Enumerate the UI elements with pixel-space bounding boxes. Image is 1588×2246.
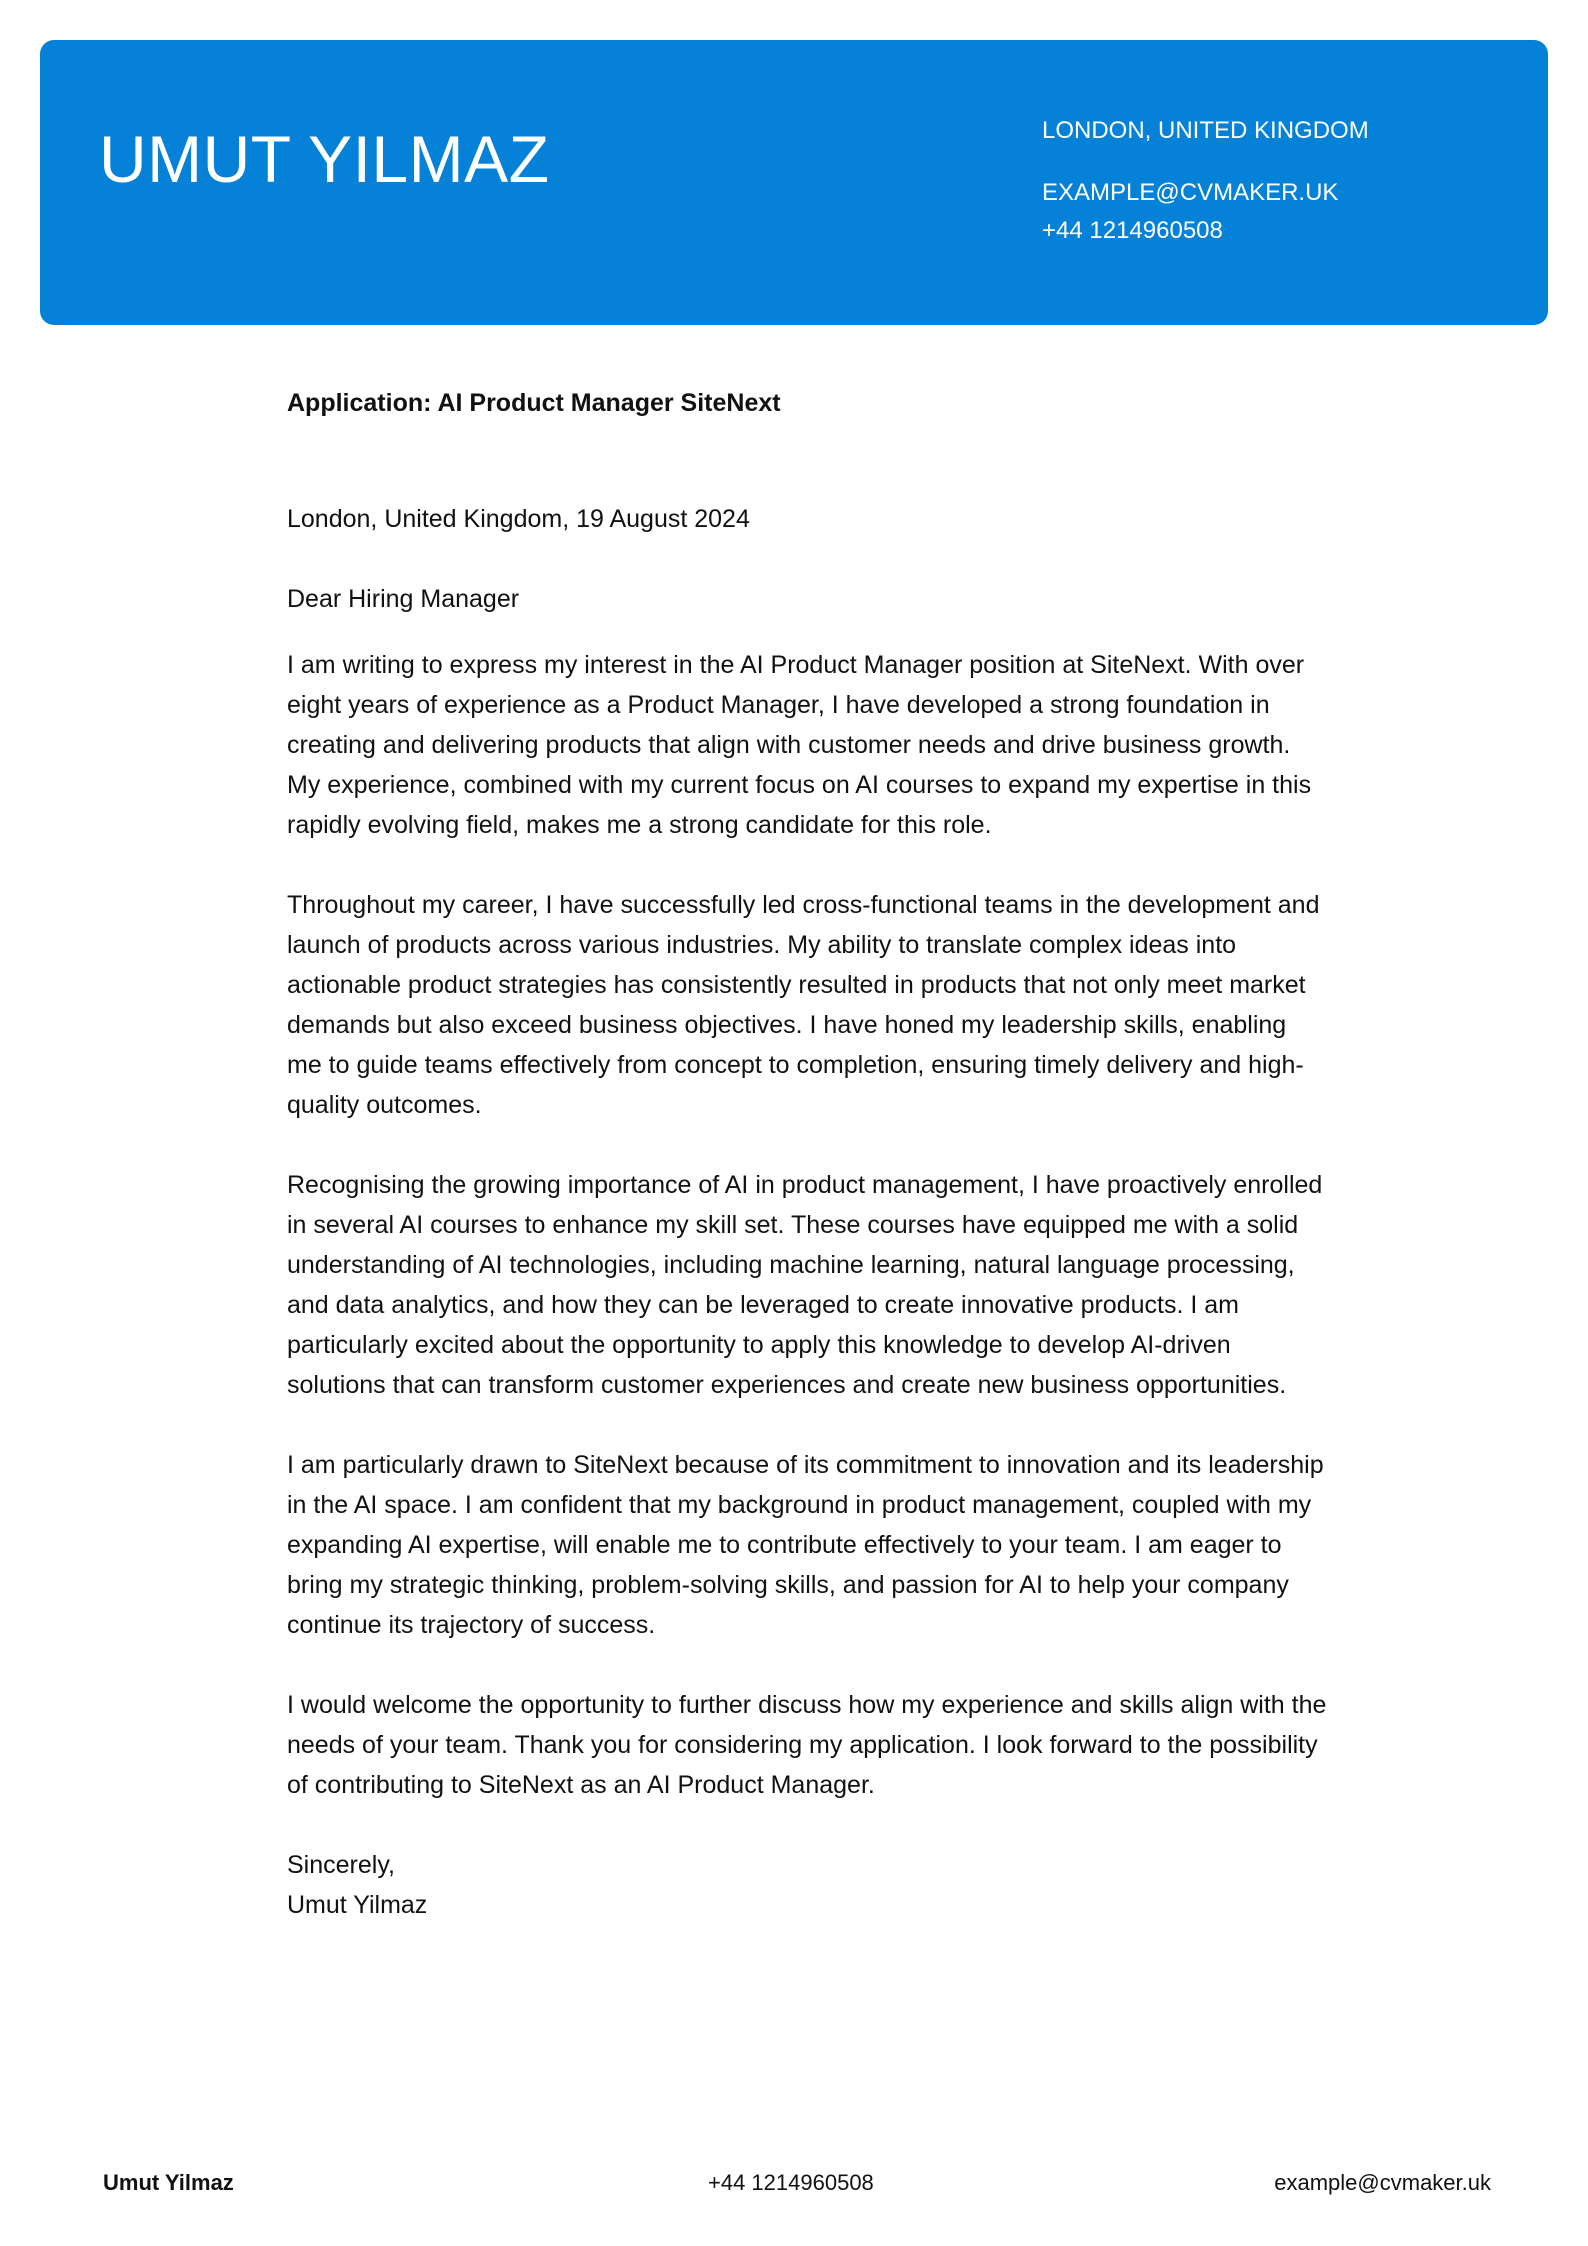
header-email[interactable]: EXAMPLE@CVMAKER.UK xyxy=(1042,179,1339,206)
header-banner xyxy=(40,40,1548,325)
letter-paragraph: I would welcome the opportunity to further discuss how my experience and skills align with the needs of your team. Thank you for considering my application. I look forward to the possibility of contributing to SiteNext as an AI Product Manager. xyxy=(287,1691,1327,1799)
letter-signature: Umut Yilmaz xyxy=(287,1891,428,1919)
letter-paragraph: I am particularly drawn to SiteNext because of its commitment to innovation and its leadership in the AI space. I am confident that my background in product management, coupled with my expanding AI expertise, will enable me to contribute effectively to your team. I am eager to bring my strategic thinking, problem-solving skills, and passion for AI to help your company continue its trajectory of success. xyxy=(287,1451,1324,1639)
footer-email[interactable]: example@cvmaker.uk xyxy=(1274,2170,1491,2195)
letter-paragraph: Recognising the growing importance of AI in product management, I have proactively enrolled in several AI courses to enhance my skill set. These courses have equipped me with a solid understanding of AI technologies, including machine learning, natural language processing, and data analytics, and how they can be leveraged to create innovative products. I am particularly excited about the opportunity to apply this knowledge to develop AI-driven solutions that can transform customer experiences and create new business opportunities. xyxy=(287,1171,1323,1399)
letter-paragraph: Throughout my career, I have successfully led cross-functional teams in the development and launch of products across various industries. My ability to translate complex ideas into actionable product strategies has consistently resulted in products that not only meet market demands but also exceed business objectives. I have honed my leadership skills, enabling me to guide teams effectively from concept to completion, ensuring timely delivery and high-quality outcomes. xyxy=(287,891,1320,1119)
applicant-name: UMUT YILMAZ xyxy=(99,122,550,196)
letter-paragraph: I am writing to express my interest in the AI Product Manager position at SiteNext. With over eight years of experience as a Product Manager, I have developed a strong foundation in creating and delivering products that align with customer needs and drive business growth. My experience, combined with my current focus on AI courses to expand my expertise in this rapidly evolving field, makes me a strong candidate for this role. xyxy=(287,651,1312,839)
letter-closing: Sincerely, xyxy=(287,1851,395,1879)
letter-body xyxy=(287,383,1327,1925)
letter-dateline: London, United Kingdom, 19 August 2024 xyxy=(287,505,750,533)
footer-phone[interactable]: +44 1214960508 xyxy=(708,2170,874,2195)
footer-name: Umut Yilmaz xyxy=(103,2170,234,2195)
header-location: LONDON, UNITED KINGDOM xyxy=(1042,117,1369,144)
header-phone[interactable]: +44 1214960508 xyxy=(1042,217,1223,244)
letter-subject: Application: AI Product Manager SiteNext xyxy=(287,389,781,417)
letter-salutation: Dear Hiring Manager xyxy=(287,585,520,613)
